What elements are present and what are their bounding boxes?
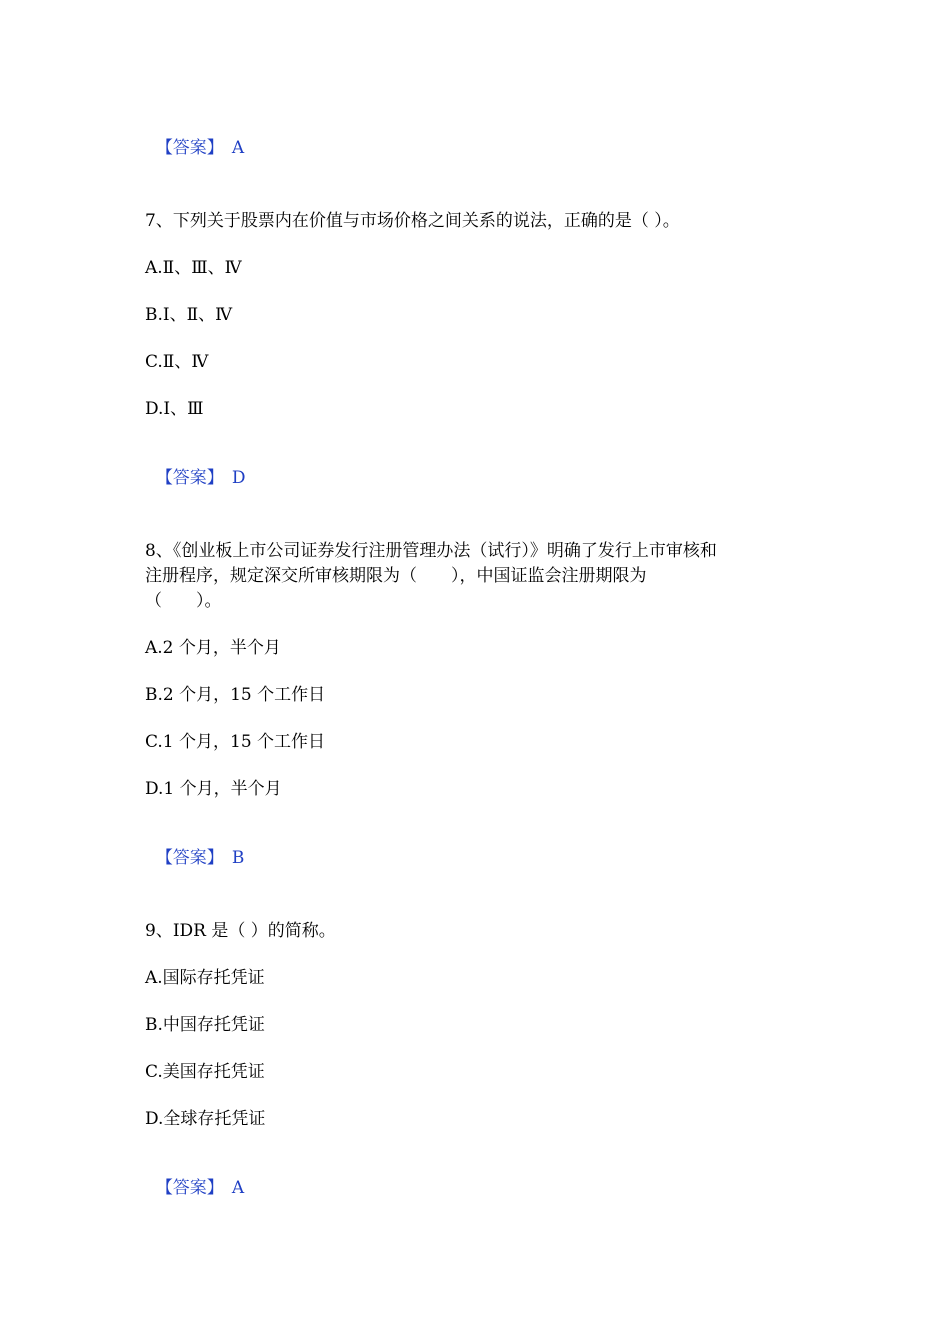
q6-answer [145, 115, 244, 159]
q9-stem: 9、IDR 是（ ）的简称。 [145, 921, 336, 941]
q7-stem: 7、下列关于股票内在价值与市场价格之间关系的说法，正确的是（ ）。 [145, 211, 680, 231]
q7-option-c: C.Ⅱ、Ⅳ [145, 352, 209, 372]
answer-value: B [231, 848, 245, 868]
answer-label: 【答案】 [155, 1178, 224, 1198]
answer-value: D [231, 468, 246, 488]
q9-answer [145, 1155, 244, 1199]
answer-value: A [231, 138, 245, 158]
answer-label: 【答案】 [155, 848, 224, 868]
q8-option-b: B.2 个月，15 个工作日 [145, 685, 326, 705]
q8-answer [145, 825, 244, 869]
q7-option-a: A.Ⅱ、Ⅲ、Ⅳ [145, 258, 242, 278]
q9-option-b: B.中国存托凭证 [145, 1015, 265, 1035]
q8-stem-line-3: （ ）。 [145, 591, 222, 611]
q9-option-c: C.美国存托凭证 [145, 1062, 265, 1082]
q7-option-b: B.Ⅰ、Ⅱ、Ⅳ [145, 305, 233, 325]
q8-option-d: D.1 个月，半个月 [145, 779, 282, 799]
q8-option-a: A.2 个月，半个月 [145, 638, 281, 658]
q7-answer [145, 445, 245, 489]
answer-label: 【答案】 [155, 468, 224, 488]
answer-value: A [231, 1178, 245, 1198]
q8-stem-line-1: 8、《创业板上市公司证券发行注册管理办法（试行）》明确了发行上市审核和 [145, 541, 717, 561]
q9-option-d: D.全球存托凭证 [145, 1109, 266, 1129]
q8-option-c: C.1 个月，15 个工作日 [145, 732, 326, 752]
answer-label: 【答案】 [155, 138, 224, 158]
q7-option-d: D.Ⅰ、Ⅲ [145, 399, 204, 419]
q9-option-a: A.国际存托凭证 [145, 968, 265, 988]
q8-stem-line-2: 注册程序，规定深交所审核期限为（ ），中国证监会注册期限为 [145, 566, 647, 586]
